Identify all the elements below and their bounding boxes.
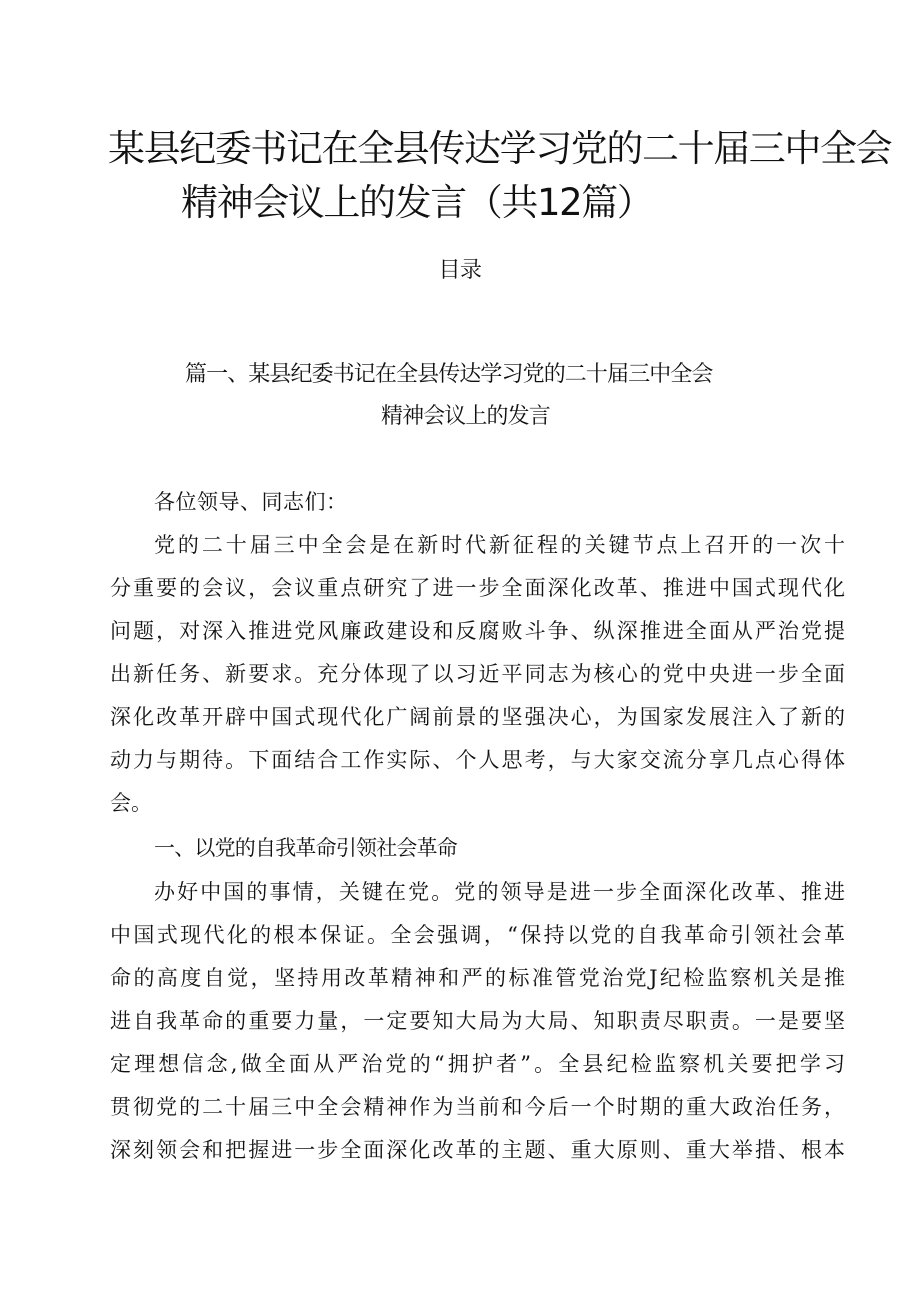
document-title-line-1: 某县纪委书记在全县传达学习党的二十届三中全会: [108, 127, 892, 170]
greeting: 各位领导、同志们：: [154, 490, 348, 514]
toc-heading: 目录: [438, 258, 482, 283]
paragraph-2-line: 深刻领会和把握进一步全面深化改革的主题、重大原则、重大举措、根本: [110, 1138, 845, 1162]
paragraph-1-line: 党的二十届三中全会是在新时代新征程的关键节点上召开的一次十: [154, 533, 845, 557]
article-title: [0, 354, 920, 438]
paragraph-2-line: 定理想信念,做全面从严治党的“拥护者”。全县纪检监察机关要把学习: [110, 1052, 845, 1076]
article-body: [110, 481, 845, 1172]
paragraph-2-line: 贯彻党的二十届三中全会精神作为当前和今后一个时期的重大政治任务，: [110, 1095, 845, 1119]
paragraph-2-line: 办好中国的事情，关键在党。党的领导是进一步全面深化改革、推进: [154, 880, 845, 904]
paragraph-1-line: 问题，对深入推进党风廉政建设和反腐败斗争、纵深推进全面从严治党提: [110, 619, 845, 643]
section-heading: 一、以党的自我革命引领社会革命: [154, 836, 457, 860]
paragraph-2-line: 命的高度自觉，坚持用改革精神和严的标准管党治党J纪检监察机关是推: [110, 966, 845, 990]
paragraph-1-line: 深化改革开辟中国式现代化广阔前景的坚强决心，为国家发展注入了新的: [110, 705, 845, 729]
document-title-line-2: 精神会议上的发言（共12篇）: [181, 181, 653, 224]
article-title-line-2: 精神会议上的发言: [381, 404, 550, 429]
paragraph-1-line: 分重要的会议，会议重点研究了进一步全面深化改革、推进中国式现代化: [110, 576, 845, 600]
paragraph-1-line: 动力与期待。下面结合工作实际、个人思考，与大家交流分享几点心得体: [110, 748, 845, 772]
paragraph-2-line: 进自我革命的重要力量，一定要知大局为大局、知职责尽职责。一是要坚: [110, 1009, 845, 1033]
paragraph-1-line: 会。: [110, 791, 152, 815]
article-title-line-1: 篇一、某县纪委书记在全县传达学习党的二十届三中全会: [185, 362, 713, 387]
paragraph-1-line: 出新任务、新要求。充分体现了以习近平同志为核心的党中央进一步全面: [110, 662, 845, 686]
paragraph-2-line: 中国式现代化的根本保证。全会强调，“保持以党的自我革命引领社会革: [110, 923, 845, 947]
document-title: [60, 122, 892, 230]
